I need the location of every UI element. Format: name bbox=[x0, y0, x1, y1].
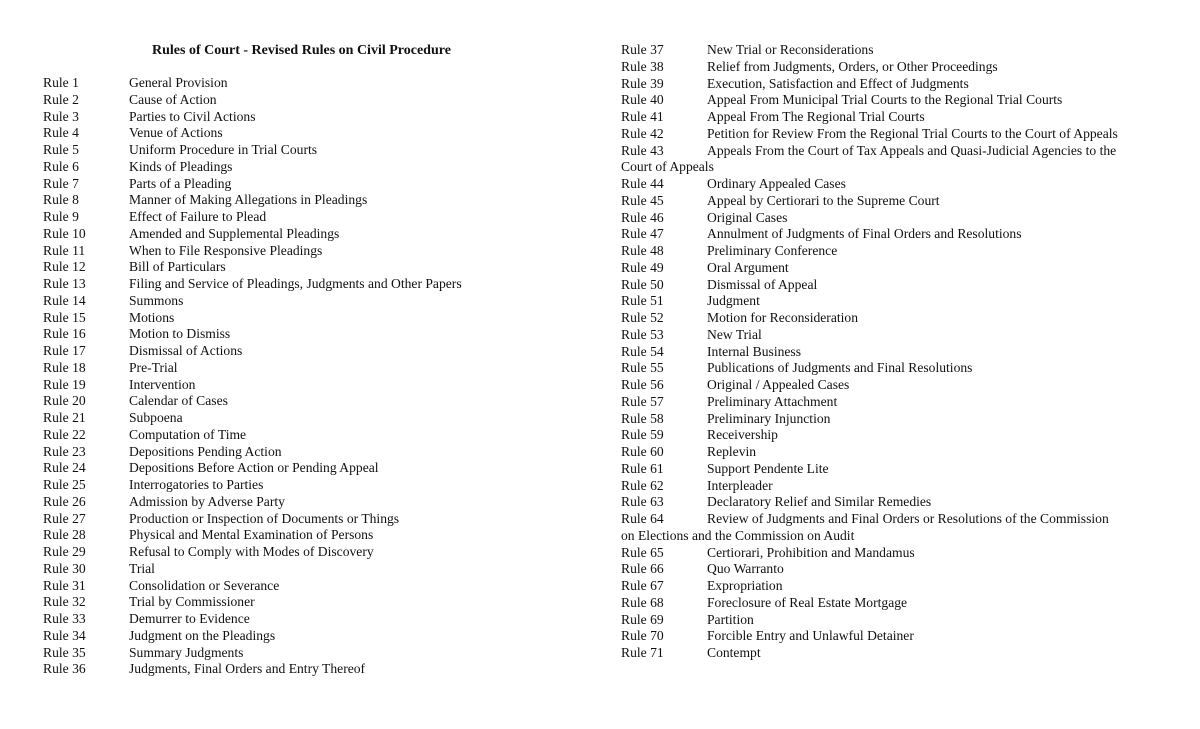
rule-number: Rule 68 bbox=[621, 594, 664, 610]
rule-title: Preliminary Conference bbox=[707, 243, 838, 258]
rule-entry bbox=[43, 377, 583, 394]
rule-number: Rule 33 bbox=[43, 611, 86, 626]
rule-title: Parties to Civil Actions bbox=[129, 108, 256, 124]
rule-entry bbox=[43, 611, 583, 628]
rule-number: Rule 48 bbox=[621, 243, 664, 258]
rule-title: Publications of Judgments and Final Resolutions bbox=[707, 360, 973, 376]
rule-number: Rule 27 bbox=[43, 510, 86, 526]
rule-entry bbox=[43, 544, 583, 561]
rule-number: Rule 54 bbox=[621, 343, 664, 359]
rule-title: General Provision bbox=[129, 75, 228, 90]
rule-title: Bill of Particulars bbox=[129, 259, 226, 275]
rule-entry bbox=[621, 344, 1181, 361]
rule-entry bbox=[621, 176, 1181, 193]
rule-title: Foreclosure of Real Estate Mortgage bbox=[707, 594, 908, 610]
rule-title: Preliminary Attachment bbox=[707, 393, 838, 409]
rule-title: Appeals From the Court of Tax Appeals and Quasi-Judicial Agencies to the bbox=[707, 142, 1117, 158]
rule-entry bbox=[43, 109, 583, 126]
rule-entry bbox=[621, 545, 1181, 562]
rule-number: Rule 19 bbox=[43, 376, 86, 392]
rule-number: Rule 67 bbox=[621, 578, 664, 593]
rule-entry bbox=[43, 444, 583, 461]
rules-list-right bbox=[621, 42, 1181, 662]
rule-number: Rule 30 bbox=[43, 560, 86, 576]
rule-title: Review of Judgments and Final Orders or Resolutions of the Commission bbox=[707, 511, 1109, 526]
rule-title: Summons bbox=[129, 292, 184, 308]
rule-entry bbox=[43, 75, 583, 92]
rule-entry bbox=[43, 527, 583, 544]
rule-entry bbox=[621, 478, 1181, 495]
rule-number: Rule 6 bbox=[43, 158, 79, 174]
rule-title: Partition bbox=[707, 611, 754, 627]
rule-number: Rule 24 bbox=[43, 460, 86, 476]
rule-title: Appeal by Certiorari to the Supreme Court bbox=[707, 192, 940, 208]
rule-title: Interrogatories to Parties bbox=[129, 477, 264, 492]
rule-number: Rule 41 bbox=[621, 109, 664, 124]
rule-title: Admission by Adverse Party bbox=[129, 493, 285, 509]
rule-entry bbox=[621, 226, 1181, 243]
rule-title: Effect of Failure to Plead bbox=[129, 209, 267, 224]
rule-title: Depositions Pending Action bbox=[129, 443, 282, 459]
rule-title: Dismissal of Appeal bbox=[707, 276, 818, 292]
rule-entry bbox=[43, 511, 583, 528]
rule-number: Rule 55 bbox=[621, 360, 664, 376]
rule-title: Refusal to Comply with Modes of Discovery bbox=[129, 544, 374, 559]
rule-number: Rule 14 bbox=[43, 292, 86, 308]
rule-number: Rule 61 bbox=[621, 460, 664, 476]
rule-title: Amended and Supplemental Pleadings bbox=[129, 225, 340, 241]
rule-entry bbox=[621, 612, 1181, 629]
rule-entry bbox=[43, 393, 583, 410]
rule-number: Rule 4 bbox=[43, 125, 79, 141]
left-column bbox=[43, 42, 583, 678]
rule-number: Rule 44 bbox=[621, 176, 664, 191]
rule-entry bbox=[621, 42, 1181, 59]
rule-title: Relief from Judgments, Orders, or Other Proceedings bbox=[707, 58, 998, 74]
rule-number: Rule 35 bbox=[43, 644, 86, 660]
rule-entry bbox=[43, 310, 583, 327]
rule-title: Computation of Time bbox=[129, 426, 247, 442]
rule-entry bbox=[43, 125, 583, 142]
rule-title: Demurrer to Evidence bbox=[129, 611, 250, 626]
rule-entry bbox=[621, 628, 1181, 645]
rule-title: Kinds of Pleadings bbox=[129, 158, 233, 174]
rule-title: Contempt bbox=[707, 645, 761, 660]
rule-number: Rule 63 bbox=[621, 494, 664, 510]
rule-title: Replevin bbox=[707, 444, 757, 459]
rule-number: Rule 37 bbox=[621, 42, 664, 57]
rule-entry bbox=[43, 460, 583, 477]
rule-title: Declaratory Relief and Similar Remedies bbox=[707, 494, 932, 510]
rule-number: Rule 20 bbox=[43, 393, 86, 409]
rule-entry bbox=[621, 293, 1181, 310]
rule-number: Rule 40 bbox=[621, 92, 664, 108]
rules-list-left bbox=[43, 75, 583, 678]
rule-title: Preliminary Injunction bbox=[707, 410, 831, 426]
rule-entry bbox=[43, 159, 583, 176]
rule-entry bbox=[621, 92, 1181, 109]
rule-entry bbox=[621, 59, 1181, 76]
rule-title: Appeal From Municipal Trial Courts to the Regional Trial Courts bbox=[707, 92, 1063, 108]
rule-number: Rule 39 bbox=[621, 75, 664, 91]
rule-title: Summary Judgments bbox=[129, 644, 244, 660]
rule-entry bbox=[621, 210, 1181, 227]
rule-title: Calendar of Cases bbox=[129, 393, 228, 409]
rule-number: Rule 65 bbox=[621, 544, 664, 560]
rule-title: Interpleader bbox=[707, 477, 773, 493]
rule-entry bbox=[621, 360, 1181, 377]
rule-title: Judgments, Final Orders and Entry Thereof bbox=[129, 661, 366, 677]
rule-title: Judgment on the Pleadings bbox=[129, 627, 276, 643]
rule-entry bbox=[621, 444, 1181, 461]
rule-entry bbox=[43, 243, 583, 260]
rule-title: Expropriation bbox=[707, 578, 783, 593]
rule-title: Support Pendente Lite bbox=[707, 460, 829, 476]
rule-number: Rule 1 bbox=[43, 75, 79, 90]
rule-entry bbox=[621, 511, 1181, 528]
rule-title: Filing and Service of Pleadings, Judgments and Other Papers bbox=[129, 276, 462, 291]
rule-entry bbox=[43, 410, 583, 427]
rule-entry bbox=[621, 377, 1181, 394]
rule-title: Petition for Review From the Regional Trial Courts to the Court of Appeals bbox=[707, 125, 1118, 141]
rule-entry bbox=[621, 260, 1181, 277]
rule-number: Rule 43 bbox=[621, 142, 664, 158]
rule-entry bbox=[621, 411, 1181, 428]
rule-entry bbox=[43, 276, 583, 293]
rule-number: Rule 23 bbox=[43, 443, 86, 459]
rule-entry bbox=[621, 645, 1181, 662]
rule-number: Rule 17 bbox=[43, 343, 86, 358]
rule-number: Rule 58 bbox=[621, 410, 664, 426]
rule-number: Rule 69 bbox=[621, 611, 664, 627]
rule-entry bbox=[43, 494, 583, 511]
rule-title: Motion for Reconsideration bbox=[707, 310, 859, 325]
rule-number: Rule 18 bbox=[43, 359, 86, 375]
rule-number: Rule 38 bbox=[621, 58, 664, 74]
rule-entry bbox=[621, 76, 1181, 93]
rule-title: Physical and Mental Examination of Persons bbox=[129, 527, 374, 543]
rule-entry bbox=[43, 176, 583, 193]
rule-title: Motions bbox=[129, 309, 175, 325]
rule-entry bbox=[43, 343, 583, 360]
rule-number: Rule 29 bbox=[43, 544, 86, 559]
rule-entry bbox=[43, 293, 583, 310]
rule-number: Rule 7 bbox=[43, 175, 79, 191]
rule-entry bbox=[43, 628, 583, 645]
rule-entry bbox=[621, 243, 1181, 260]
rule-title: Appeal From The Regional Trial Courts bbox=[707, 109, 925, 124]
rule-entry bbox=[621, 143, 1181, 160]
rule-entry bbox=[43, 561, 583, 578]
rule-title: When to File Responsive Pleadings bbox=[129, 242, 323, 258]
rule-entry bbox=[43, 360, 583, 377]
rule-title: Original Cases bbox=[707, 209, 788, 225]
rule-entry bbox=[621, 461, 1181, 478]
rule-title: Trial bbox=[129, 560, 155, 576]
rule-entry bbox=[43, 209, 583, 226]
rule-title: New Trial bbox=[707, 326, 762, 342]
rule-number: Rule 25 bbox=[43, 477, 86, 492]
rule-title: Pre-Trial bbox=[129, 359, 178, 375]
rule-number: Rule 50 bbox=[621, 276, 664, 292]
rule-title: Oral Argument bbox=[707, 259, 789, 275]
rule-number: Rule 2 bbox=[43, 91, 79, 107]
rule-entry bbox=[621, 310, 1181, 327]
rule-entry bbox=[621, 126, 1181, 143]
rule-number: Rule 26 bbox=[43, 493, 86, 509]
rule-number: Rule 15 bbox=[43, 309, 86, 325]
rule-entry bbox=[43, 594, 583, 611]
rule-title: Depositions Before Action or Pending Appeal bbox=[129, 460, 379, 476]
rule-number: Rule 56 bbox=[621, 377, 664, 392]
rule-number: Rule 16 bbox=[43, 326, 86, 342]
rule-number: Rule 13 bbox=[43, 276, 86, 291]
rule-title: Parts of a Pleading bbox=[129, 175, 232, 191]
rule-entry bbox=[621, 277, 1181, 294]
rule-entry bbox=[43, 645, 583, 662]
rule-number: Rule 3 bbox=[43, 108, 79, 124]
rule-number: Rule 5 bbox=[43, 142, 79, 157]
rule-number: Rule 31 bbox=[43, 577, 86, 593]
rule-entry bbox=[621, 394, 1181, 411]
rule-entry bbox=[43, 142, 583, 159]
rule-number: Rule 22 bbox=[43, 426, 86, 442]
rule-title: Internal Business bbox=[707, 343, 802, 359]
right-column bbox=[621, 42, 1181, 662]
rule-number: Rule 59 bbox=[621, 427, 664, 443]
rule-title: Motion to Dismiss bbox=[129, 326, 231, 342]
rule-number: Rule 62 bbox=[621, 477, 664, 493]
rule-entry bbox=[43, 427, 583, 444]
rule-entry bbox=[621, 427, 1181, 444]
rule-title: Receivership bbox=[707, 427, 778, 443]
rule-entry bbox=[621, 193, 1181, 210]
rule-title: Judgment bbox=[707, 293, 760, 309]
rule-entry bbox=[43, 259, 583, 276]
rule-entry bbox=[43, 226, 583, 243]
rule-title: Dismissal of Actions bbox=[129, 343, 243, 358]
rule-entry bbox=[621, 109, 1181, 126]
rule-title: Original / Appealed Cases bbox=[707, 377, 850, 392]
rule-title: Manner of Making Allegations in Pleadings bbox=[129, 192, 368, 208]
rule-entry bbox=[43, 92, 583, 109]
rule-entry bbox=[43, 661, 583, 678]
rule-number: Rule 47 bbox=[621, 226, 664, 242]
rule-title: Cause of Action bbox=[129, 91, 217, 107]
rule-entry bbox=[621, 494, 1181, 511]
rule-number: Rule 21 bbox=[43, 410, 86, 425]
rule-entry bbox=[43, 578, 583, 595]
rule-title: Production or Inspection of Documents or Things bbox=[129, 510, 400, 526]
rule-number: Rule 71 bbox=[621, 645, 664, 660]
rule-number: Rule 10 bbox=[43, 225, 86, 241]
rule-number: Rule 8 bbox=[43, 192, 79, 208]
rule-number: Rule 49 bbox=[621, 259, 664, 275]
rule-title: Certiorari, Prohibition and Mandamus bbox=[707, 544, 915, 560]
rule-number: Rule 70 bbox=[621, 628, 664, 644]
rule-number: Rule 32 bbox=[43, 594, 86, 610]
rule-number: Rule 64 bbox=[621, 511, 664, 526]
rule-number: Rule 11 bbox=[43, 242, 86, 258]
rule-number: Rule 36 bbox=[43, 661, 86, 677]
rule-entry bbox=[43, 192, 583, 209]
rule-title: Subpoena bbox=[129, 410, 183, 425]
rule-entry bbox=[621, 578, 1181, 595]
rule-entry bbox=[621, 327, 1181, 344]
rule-title: Quo Warranto bbox=[707, 561, 784, 577]
rule-title: Ordinary Appealed Cases bbox=[707, 176, 846, 191]
rule-number: Rule 9 bbox=[43, 209, 79, 224]
rule-number: Rule 66 bbox=[621, 561, 664, 577]
rule-title: Consolidation or Severance bbox=[129, 577, 280, 593]
rule-number: Rule 12 bbox=[43, 259, 86, 275]
rule-number: Rule 57 bbox=[621, 393, 664, 409]
rule-number: Rule 52 bbox=[621, 310, 664, 325]
rule-number: Rule 34 bbox=[43, 627, 86, 643]
rule-entry bbox=[621, 595, 1181, 612]
rule-title: Venue of Actions bbox=[129, 125, 223, 141]
rule-title: Trial by Commissioner bbox=[129, 594, 255, 610]
rule-title-continuation: on Elections and the Commission on Audit bbox=[621, 527, 855, 543]
rule-number: Rule 45 bbox=[621, 192, 664, 208]
rule-title: New Trial or Reconsiderations bbox=[707, 42, 874, 57]
rule-entry bbox=[621, 561, 1181, 578]
rule-title: Forcible Entry and Unlawful Detainer bbox=[707, 628, 914, 644]
rule-entry bbox=[43, 326, 583, 343]
rule-title: Execution, Satisfaction and Effect of Judgments bbox=[707, 75, 969, 91]
rule-number: Rule 28 bbox=[43, 527, 86, 543]
rule-entry bbox=[43, 477, 583, 494]
rule-title: Intervention bbox=[129, 376, 196, 392]
page-title: Rules of Court - Revised Rules on Civil Procedure bbox=[152, 43, 451, 58]
rule-number: Rule 51 bbox=[621, 293, 664, 309]
rule-title: Annulment of Judgments of Final Orders and Resolutions bbox=[707, 226, 1022, 242]
rule-number: Rule 53 bbox=[621, 326, 664, 342]
rule-number: Rule 42 bbox=[621, 125, 664, 141]
rule-title: Uniform Procedure in Trial Courts bbox=[129, 142, 318, 157]
rule-title-continuation: Court of Appeals bbox=[621, 159, 714, 175]
rule-number: Rule 60 bbox=[621, 444, 664, 459]
rule-number: Rule 46 bbox=[621, 209, 664, 225]
